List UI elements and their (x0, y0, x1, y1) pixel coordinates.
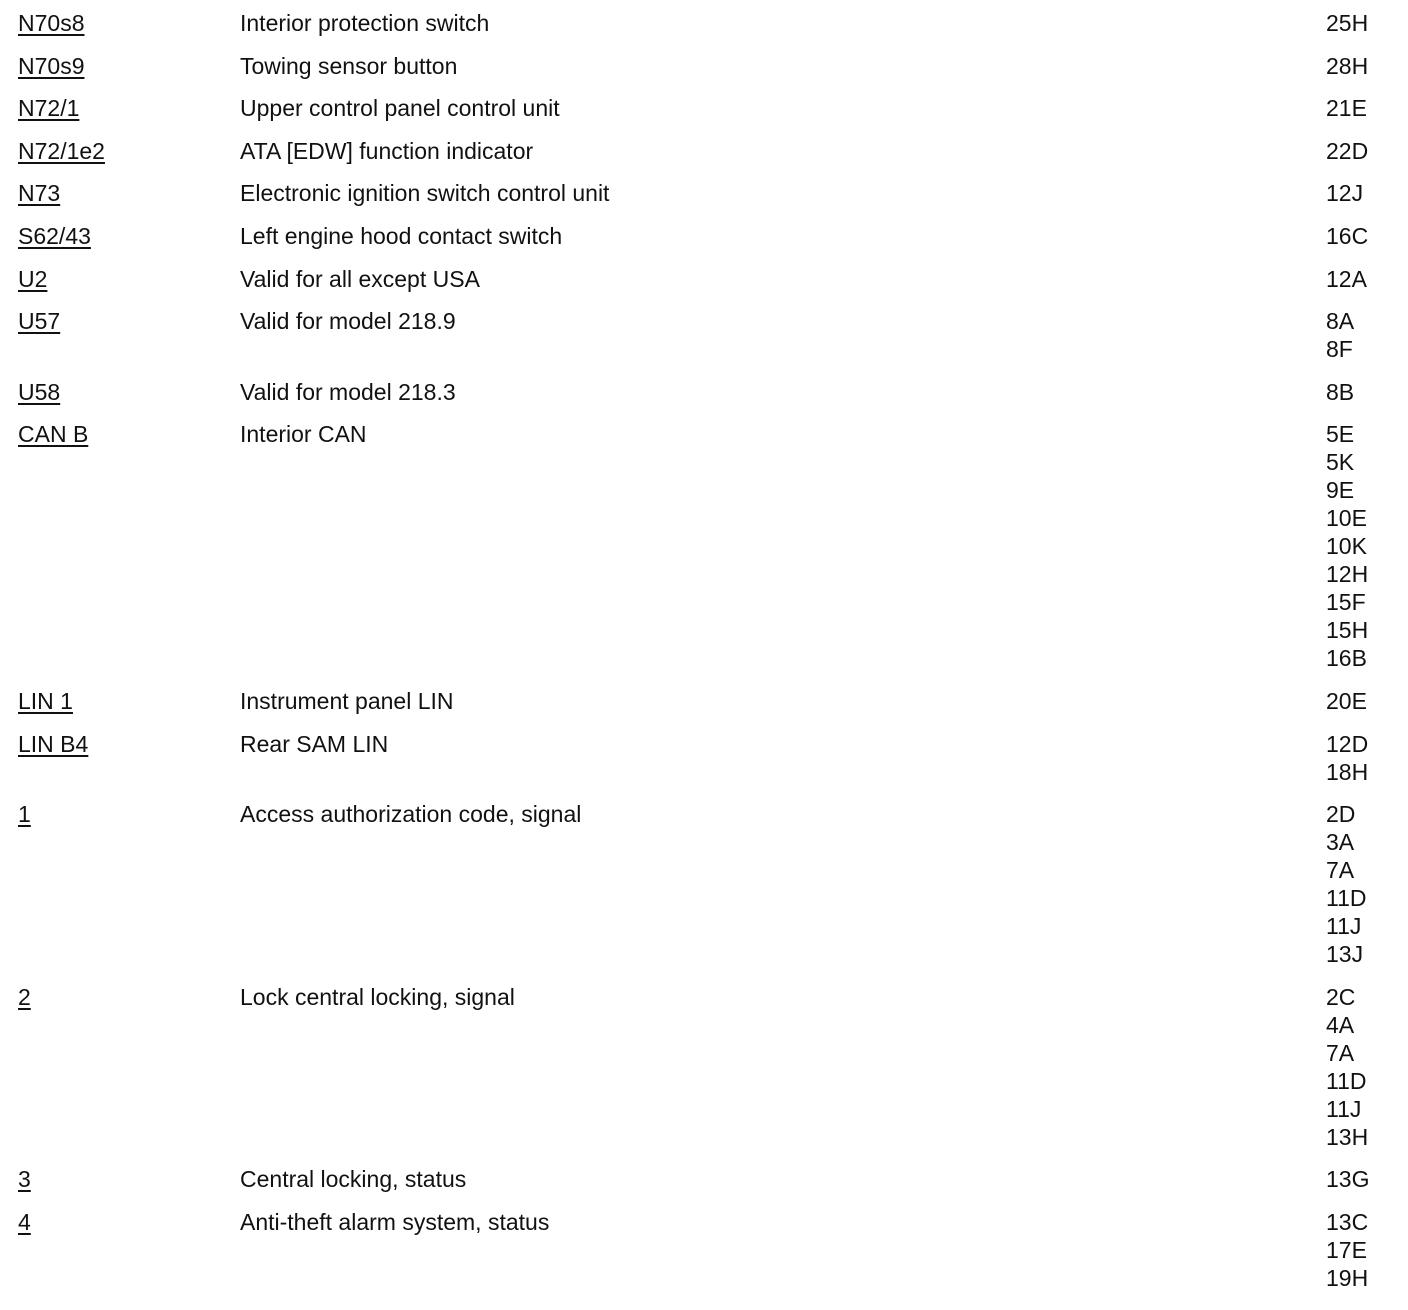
component-code-link[interactable]: LIN B4 (18, 730, 89, 757)
grid-references (1326, 730, 1408, 786)
grid-reference: 10K (1326, 533, 1367, 560)
component-code-cell (0, 265, 240, 293)
component-description: Upper control panel control unit (240, 95, 560, 122)
component-code-link[interactable]: N72/1e2 (18, 137, 105, 164)
grid-references (1326, 307, 1408, 363)
grid-reference: 11D (1326, 1067, 1367, 1094)
grid-reference: 20E (1326, 687, 1367, 714)
component-code-cell (0, 52, 240, 80)
grid-reference: 28H (1326, 52, 1369, 79)
grid-reference: 15F (1326, 589, 1366, 616)
component-code-cell (0, 983, 240, 1011)
grid-reference: 13G (1326, 1166, 1370, 1193)
grid-references (1326, 137, 1408, 165)
component-code-link[interactable]: 4 (18, 1208, 31, 1235)
grid-references (1326, 52, 1408, 80)
component-code-cell (0, 378, 240, 406)
component-code-cell (0, 1165, 240, 1193)
grid-references (1326, 378, 1408, 406)
component-description: Valid for all except USA (240, 265, 480, 292)
component-code-cell (0, 307, 240, 335)
component-code-cell (0, 730, 240, 758)
component-description: Access authorization code, signal (240, 801, 582, 828)
component-code-cell (0, 687, 240, 715)
component-code-link[interactable]: 1 (18, 801, 31, 828)
grid-references (1326, 983, 1408, 1151)
component-description: Valid for model 218.9 (240, 308, 456, 335)
grid-reference: 8F (1326, 336, 1353, 363)
grid-reference: 5K (1326, 449, 1355, 476)
component-description: Instrument panel LIN (240, 687, 454, 714)
grid-reference: 12H (1326, 561, 1369, 588)
legend-row (0, 687, 1408, 730)
grid-reference: 12A (1326, 265, 1367, 292)
grid-reference: 12J (1326, 180, 1364, 207)
grid-reference: 11D (1326, 885, 1367, 912)
grid-reference: 25H (1326, 10, 1369, 36)
grid-reference: 22D (1326, 137, 1369, 164)
component-description: ATA [EDW] function indicator (240, 137, 534, 164)
grid-references (1326, 687, 1408, 715)
component-code-link[interactable]: CAN B (18, 421, 89, 448)
grid-reference: 19H (1326, 1264, 1369, 1291)
component-description: Electronic ignition switch control unit (240, 180, 610, 207)
grid-references (1326, 265, 1408, 293)
grid-reference: 7A (1326, 1039, 1355, 1066)
legend-row (0, 222, 1408, 265)
grid-reference: 11J (1326, 913, 1362, 940)
grid-references (1326, 800, 1408, 968)
grid-references (1326, 1208, 1408, 1292)
legend-row (0, 9, 1408, 52)
component-code-link[interactable]: N72/1 (18, 95, 80, 122)
component-code-link[interactable]: N70s9 (18, 52, 85, 79)
grid-reference: 13H (1326, 1123, 1369, 1150)
grid-reference: 12D (1326, 730, 1369, 757)
component-code-link[interactable]: N73 (18, 180, 61, 207)
legend-row (0, 94, 1408, 137)
component-description: Lock central locking, signal (240, 983, 515, 1010)
component-code-cell (0, 420, 240, 448)
grid-reference: 7A (1326, 857, 1355, 884)
component-code-link[interactable]: 2 (18, 983, 31, 1010)
component-description: Anti-theft alarm system, status (240, 1208, 550, 1235)
component-description: Towing sensor button (240, 52, 458, 79)
grid-references (1326, 9, 1408, 37)
grid-references (1326, 420, 1408, 672)
grid-reference: 21E (1326, 95, 1367, 122)
grid-reference: 2C (1326, 983, 1356, 1010)
grid-reference: 4A (1326, 1011, 1355, 1038)
legend-row (0, 52, 1408, 95)
component-code-link[interactable]: S62/43 (18, 222, 91, 249)
grid-references (1326, 1165, 1408, 1193)
legend-row (0, 1165, 1408, 1208)
legend-row (0, 983, 1408, 1166)
component-description: Rear SAM LIN (240, 730, 389, 757)
legend-row (0, 1208, 1408, 1307)
grid-references (1326, 94, 1408, 122)
component-description: Central locking, status (240, 1166, 467, 1193)
legend-row (0, 265, 1408, 308)
grid-reference: 9E (1326, 477, 1355, 504)
grid-references (1326, 222, 1408, 250)
legend-row (0, 307, 1408, 378)
grid-reference: 13C (1326, 1208, 1369, 1235)
component-description: Valid for model 218.3 (240, 378, 456, 405)
legend-row (0, 800, 1408, 983)
component-description: Interior CAN (240, 421, 367, 448)
grid-reference: 18H (1326, 758, 1369, 785)
component-code-link[interactable]: 3 (18, 1166, 31, 1193)
grid-reference: 3A (1326, 829, 1355, 856)
legend-row (0, 179, 1408, 222)
component-code-link[interactable]: LIN 1 (18, 687, 73, 714)
component-code-cell (0, 137, 240, 165)
component-code-cell (0, 179, 240, 207)
legend-row (0, 730, 1408, 801)
grid-references (1326, 179, 1408, 207)
component-code-link[interactable]: U57 (18, 308, 61, 335)
component-code-cell (0, 94, 240, 122)
component-code-link[interactable]: U58 (18, 378, 61, 405)
grid-reference: 13J (1326, 941, 1364, 968)
component-code-cell (0, 800, 240, 828)
grid-reference: 8A (1326, 308, 1355, 335)
component-code-cell (0, 222, 240, 250)
grid-reference: 5E (1326, 421, 1355, 448)
component-code-link[interactable]: U2 (18, 265, 48, 292)
grid-reference: 15H (1326, 617, 1369, 644)
grid-reference: 16C (1326, 222, 1369, 249)
legend-row (0, 137, 1408, 180)
component-code-link[interactable]: N70s8 (18, 10, 85, 36)
component-description: Interior protection switch (240, 10, 490, 36)
grid-reference: 10E (1326, 505, 1367, 532)
legend-row (0, 378, 1408, 421)
component-description: Left engine hood contact switch (240, 222, 563, 249)
grid-reference: 17E (1326, 1236, 1367, 1263)
legend-row (0, 420, 1408, 687)
grid-reference: 2D (1326, 801, 1356, 828)
component-code-cell (0, 1208, 240, 1236)
grid-reference: 16B (1326, 645, 1367, 672)
grid-reference: 11J (1326, 1095, 1362, 1122)
grid-reference: 8B (1326, 378, 1355, 405)
component-code-cell (0, 9, 240, 37)
